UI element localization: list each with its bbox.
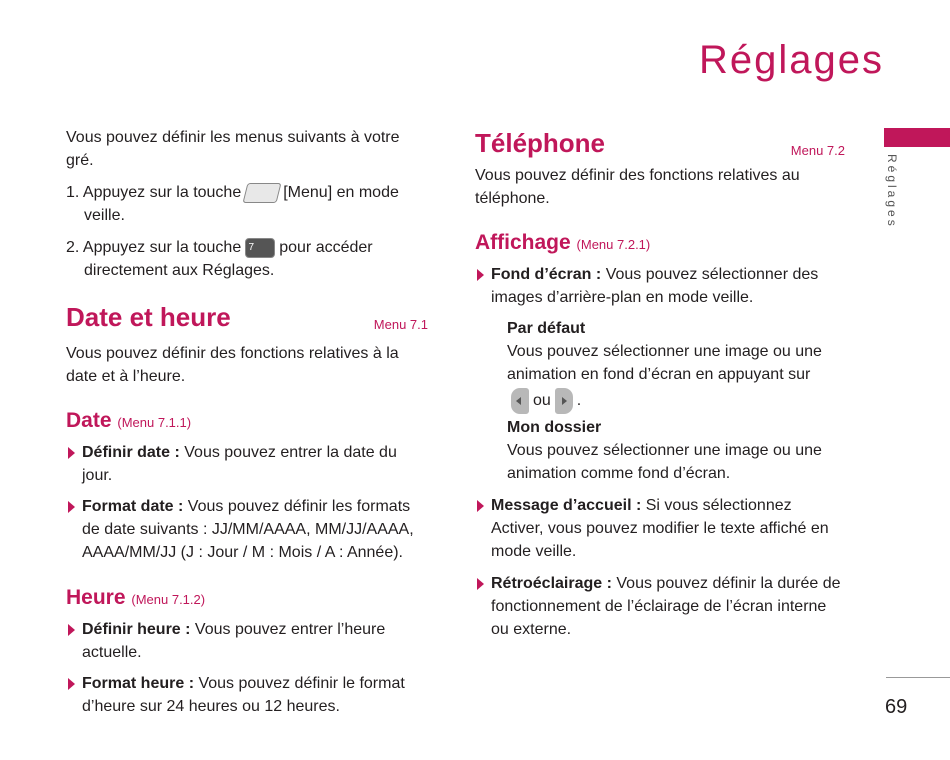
- fond-ecran-item: [475, 263, 845, 309]
- nav-or-text: ou: [533, 392, 551, 410]
- affichage-title: Affichage: [475, 231, 571, 254]
- bullet-arrow-icon: [477, 269, 484, 281]
- definir-heure-text: Vous pouvez entrer l’heure actuelle.: [82, 621, 386, 661]
- par-defaut-text: Vous pouvez sélectionner une image ou une animation en fond d’écran en appuyant sur: [507, 343, 822, 383]
- affichage-heading: [475, 229, 845, 259]
- definir-heure-item: [66, 618, 428, 664]
- footer-divider: [886, 677, 950, 678]
- format-date-label: Format date :: [82, 498, 184, 515]
- heure-title: Heure: [66, 586, 126, 609]
- date-heading: [66, 407, 428, 437]
- section-telephone-heading: [475, 126, 845, 160]
- definir-date-label: Définir date :: [82, 444, 180, 461]
- step-1: [66, 181, 428, 227]
- message-accueil-label: Message d’accueil :: [491, 497, 642, 514]
- fond-ecran-text: Vous pouvez sélectionner des images d’arrière-plan en mode veille.: [491, 266, 819, 306]
- format-heure-text: Vous pouvez définir le format d’heure sur 24 heures ou 12 heures.: [82, 675, 405, 715]
- step-1-after: [Menu] en mode veille.: [84, 184, 399, 224]
- format-heure-item: [66, 672, 428, 718]
- affichage-menu: (Menu 7.2.1): [576, 237, 651, 252]
- nav-right-key-icon: [555, 388, 573, 414]
- step-2-before: 2. Appuyez sur la touche: [66, 239, 242, 256]
- bullet-arrow-icon: [68, 501, 75, 513]
- par-defaut-block: [475, 317, 845, 485]
- fond-ecran-label: Fond d’écran :: [491, 266, 602, 283]
- intro-text: Vous pouvez définir les menus suivants à votre gré.: [66, 129, 400, 169]
- step-1-before: 1. Appuyez sur la touche: [66, 184, 242, 201]
- bullet-arrow-icon: [68, 678, 75, 690]
- format-date-item: [66, 495, 428, 564]
- section-telephone-title: Téléphone: [475, 128, 606, 158]
- retroeclairage-label: Rétroéclairage :: [491, 575, 612, 592]
- section-date-heure-desc: Vous pouvez définir des fonctions relatives à la date et à l’heure.: [66, 345, 399, 385]
- side-tab-label: Réglages: [885, 154, 899, 229]
- page-title: Réglages: [698, 38, 884, 82]
- left-column: [66, 126, 428, 718]
- section-telephone-desc: Vous pouvez définir des fonctions relatives au téléphone.: [475, 167, 800, 207]
- soft-key-icon: [243, 183, 282, 203]
- definir-date-item: [66, 441, 428, 487]
- par-defaut-text-line: [507, 340, 845, 386]
- heure-menu: (Menu 7.1.2): [131, 592, 206, 607]
- section-telephone-menu: Menu 7.2: [790, 143, 845, 158]
- section-date-heure-title: Date et heure: [66, 302, 231, 332]
- heure-heading: [66, 584, 428, 614]
- format-heure-label: Format heure :: [82, 675, 195, 692]
- bullet-arrow-icon: [68, 624, 75, 636]
- step-2: [66, 236, 428, 282]
- section-date-heure-heading: [66, 300, 428, 334]
- section-date-heure-menu: Menu 7.1: [373, 317, 428, 332]
- definir-date-text: Vous pouvez entrer la date du jour.: [82, 444, 397, 484]
- page-number: 69: [885, 696, 908, 718]
- message-accueil-item: [475, 494, 845, 563]
- nav-keys-line: [507, 388, 845, 414]
- nav-period: .: [576, 392, 582, 410]
- retroeclairage-item: [475, 572, 845, 641]
- key-7-icon: 7: [245, 238, 275, 258]
- bullet-arrow-icon: [68, 447, 75, 459]
- step-2-after: pour accéder directement aux Réglages.: [84, 239, 373, 279]
- mon-dossier-text: Vous pouvez sélectionner une image ou une animation comme fond d’écran.: [507, 442, 822, 482]
- date-menu: (Menu 7.1.1): [117, 415, 192, 430]
- bullet-arrow-icon: [477, 578, 484, 590]
- par-defaut-title: Par défaut: [507, 320, 586, 337]
- mon-dossier-title: Mon dossier: [507, 419, 602, 436]
- format-date-text: Vous pouvez définir les formats de date suivants : JJ/MM/AAAA, MM/JJ/AAAA, AAAA/MM/JJ (J : Jour / M : Mois / A : Année).: [82, 498, 414, 561]
- nav-left-key-icon: [511, 388, 529, 414]
- date-title: Date: [66, 409, 112, 432]
- message-accueil-text: Si vous sélectionnez Activer, vous pouvez modifier le texte affiché en mode veille.: [491, 497, 829, 560]
- side-tab-marker: [884, 128, 950, 147]
- bullet-arrow-icon: [477, 500, 484, 512]
- retroeclairage-text: Vous pouvez définir la durée de fonctionnement de l’éclairage de l’écran interne ou externe.: [491, 575, 841, 638]
- definir-heure-label: Définir heure :: [82, 621, 191, 638]
- right-column: [475, 126, 845, 641]
